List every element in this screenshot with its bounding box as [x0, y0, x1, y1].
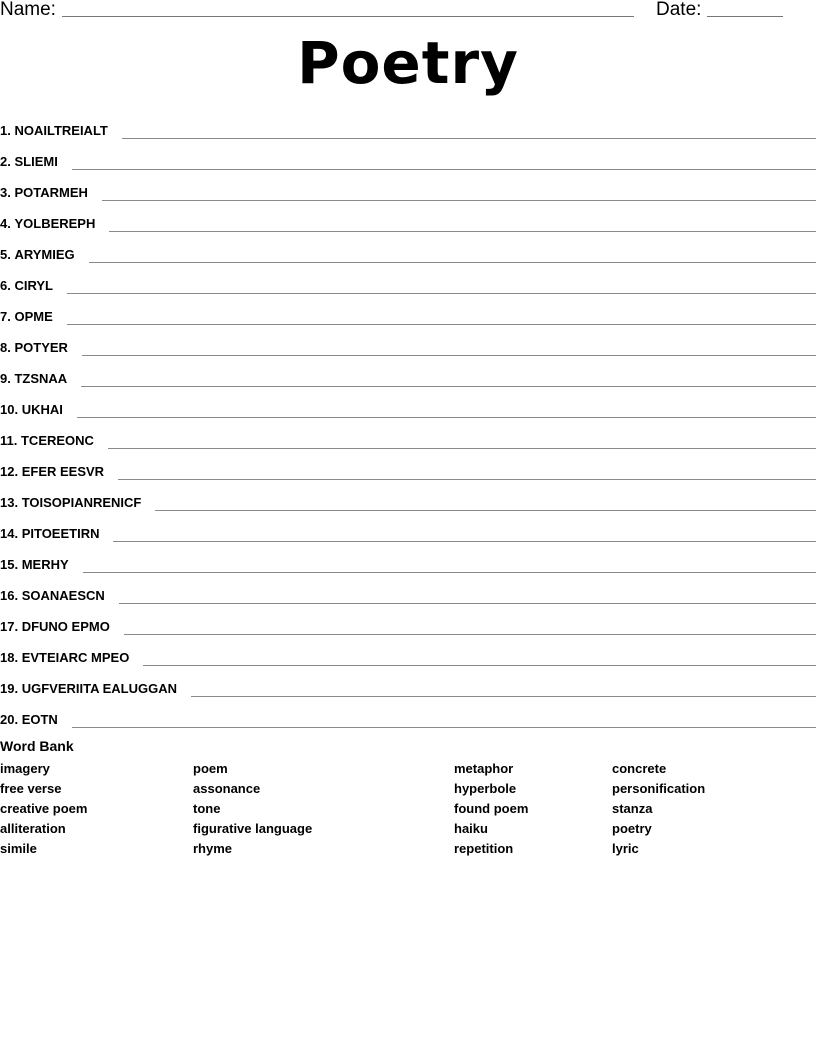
word-bank-column	[193, 759, 312, 859]
question-number: 10.	[0, 402, 19, 417]
scrambled-word: POTARMEH	[14, 185, 88, 200]
word-bank-item: assonance	[193, 781, 261, 796]
question-row	[0, 637, 816, 668]
scrambled-word: SOANAESCN	[21, 588, 105, 603]
question-number: 9.	[0, 371, 11, 386]
scrambled-word: SLIEMI	[14, 154, 58, 169]
scrambled-word: NOAILTREIALT	[14, 123, 108, 138]
scrambled-word: OPME	[14, 309, 53, 324]
answer-line[interactable]	[108, 447, 816, 449]
word-bank-item: found poem	[454, 801, 529, 816]
word-bank-item: alliteration	[0, 821, 66, 836]
question-number: 7.	[0, 309, 11, 324]
answer-line[interactable]	[109, 230, 816, 232]
word-bank-item: free verse	[0, 781, 62, 796]
word-bank-item: repetition	[454, 841, 514, 856]
word-bank-column	[0, 759, 87, 859]
question-row	[0, 389, 816, 420]
question-number: 20.	[0, 712, 19, 727]
scrambled-word: MERHY	[21, 557, 69, 572]
word-bank-column	[454, 759, 528, 859]
scrambled-word: TZSNAA	[14, 371, 68, 386]
question-row	[0, 296, 816, 327]
answer-line[interactable]	[124, 633, 816, 635]
question-row	[0, 110, 816, 141]
answer-line[interactable]	[118, 478, 816, 480]
question-number: 3.	[0, 185, 11, 200]
answer-line[interactable]	[102, 199, 816, 201]
question-number: 17.	[0, 619, 19, 634]
word-bank-title: Word Bank	[0, 738, 74, 754]
answer-line[interactable]	[83, 571, 816, 573]
question-number: 19.	[0, 681, 19, 696]
scrambled-word: TCEREONC	[20, 433, 94, 448]
question-row	[0, 699, 816, 730]
question-row	[0, 420, 816, 451]
word-bank-item: lyric	[612, 841, 639, 856]
scrambled-word: CIRYL	[14, 278, 53, 293]
question-row	[0, 451, 816, 482]
question-number: 12.	[0, 464, 19, 479]
answer-line[interactable]	[119, 602, 816, 604]
question-number: 13.	[0, 495, 19, 510]
scrambled-word: UGFVERIITA EALUGGAN	[21, 681, 177, 696]
scrambled-word: UKHAI	[21, 402, 63, 417]
word-bank-item: creative poem	[0, 801, 88, 816]
word-bank-item: stanza	[612, 801, 653, 816]
question-row	[0, 575, 816, 606]
question-number: 8.	[0, 340, 11, 355]
answer-line[interactable]	[72, 726, 816, 728]
scrambled-word: ARYMIEG	[14, 247, 75, 262]
word-bank-column	[612, 759, 705, 859]
scrambled-word: POTYER	[14, 340, 68, 355]
date-field[interactable]	[707, 16, 783, 17]
answer-line[interactable]	[82, 354, 816, 356]
word-bank-item: hyperbole	[454, 781, 517, 796]
word-bank-item: figurative language	[193, 821, 313, 836]
scrambled-word: YOLBEREPH	[14, 216, 96, 231]
word-bank-item: personification	[612, 781, 706, 796]
question-row	[0, 358, 816, 389]
answer-line[interactable]	[67, 292, 816, 294]
word-bank-item: metaphor	[454, 761, 514, 776]
question-number: 4.	[0, 216, 11, 231]
name-field[interactable]	[62, 16, 634, 17]
question-row	[0, 606, 816, 637]
header	[0, 0, 816, 24]
question-number: 14.	[0, 526, 19, 541]
word-bank-item: rhyme	[193, 841, 233, 856]
question-row	[0, 265, 816, 296]
answer-line[interactable]	[67, 323, 816, 325]
answer-line[interactable]	[77, 416, 816, 418]
answer-line[interactable]	[81, 385, 816, 387]
question-row	[0, 234, 816, 265]
word-bank-item: simile	[0, 841, 37, 856]
question-number: 1.	[0, 123, 11, 138]
answer-line[interactable]	[191, 695, 816, 697]
question-row	[0, 141, 816, 172]
question-number: 16.	[0, 588, 19, 603]
scrambled-word: TOISOPIANRENICF	[21, 495, 142, 510]
answer-line[interactable]	[89, 261, 816, 263]
question-row	[0, 482, 816, 513]
scrambled-word: EFER EESVR	[21, 464, 105, 479]
date-label: Date:	[656, 0, 702, 20]
question-number: 11.	[0, 433, 18, 448]
question-row	[0, 513, 816, 544]
name-label: Name:	[0, 0, 56, 20]
question-row	[0, 668, 816, 699]
word-bank	[0, 759, 816, 859]
scrambled-word: EVTEIARC MPEO	[21, 650, 130, 665]
question-row	[0, 172, 816, 203]
page-title: Poetry	[297, 29, 519, 97]
word-bank-item: poem	[193, 761, 228, 776]
word-bank-item: tone	[193, 801, 221, 816]
question-number: 5.	[0, 247, 11, 262]
question-number: 18.	[0, 650, 19, 665]
question-number: 6.	[0, 278, 11, 293]
question-row	[0, 327, 816, 358]
question-number: 2.	[0, 154, 11, 169]
question-row	[0, 203, 816, 234]
answer-line[interactable]	[122, 137, 816, 139]
question-number: 15.	[0, 557, 19, 572]
word-bank-item: haiku	[454, 821, 488, 836]
scrambled-word: PITOEETIRN	[21, 526, 100, 541]
word-bank-item: imagery	[0, 761, 50, 776]
answer-line[interactable]	[72, 168, 816, 170]
word-bank-item: poetry	[612, 821, 652, 836]
question-row	[0, 544, 816, 575]
scrambled-word: EOTN	[21, 712, 58, 727]
answer-line[interactable]	[113, 540, 816, 542]
word-bank-item: concrete	[612, 761, 667, 776]
answer-line[interactable]	[155, 509, 816, 511]
question-list	[0, 110, 816, 730]
answer-line[interactable]	[143, 664, 816, 666]
scrambled-word: DFUNO EPMO	[21, 619, 110, 634]
